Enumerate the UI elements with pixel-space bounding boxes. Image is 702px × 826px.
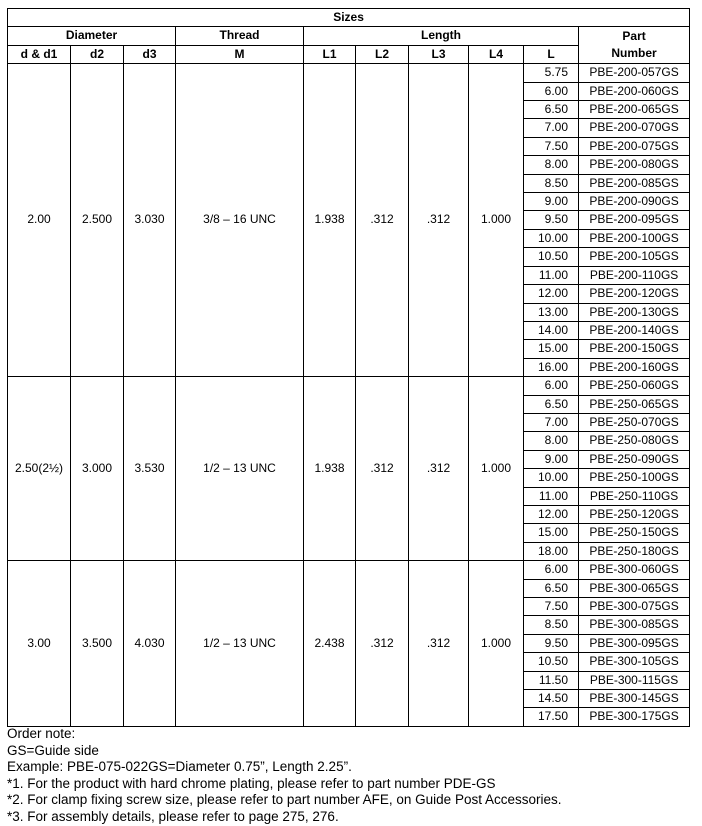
- thread-cell: 3/8 – 16 UNC: [176, 64, 304, 377]
- length-l-cell: 6.00: [524, 377, 579, 395]
- diameter-d-cell: 2.00: [8, 64, 71, 377]
- part-number-cell: PBE-200-110GS: [579, 266, 690, 284]
- header-d2: d2: [71, 45, 124, 63]
- header-l4: L4: [469, 45, 524, 63]
- length-l-cell: 10.50: [524, 248, 579, 266]
- length-l3-cell: .312: [409, 561, 469, 727]
- length-l1-cell: 1.938: [304, 64, 356, 377]
- diameter-d3-cell: 4.030: [124, 561, 176, 727]
- part-number-cell: PBE-300-085GS: [579, 616, 690, 634]
- length-l3-cell: .312: [409, 377, 469, 561]
- length-l-cell: 11.50: [524, 671, 579, 689]
- thread-cell: 1/2 – 13 UNC: [176, 561, 304, 727]
- length-l-cell: 10.00: [524, 229, 579, 247]
- header-l1: L1: [304, 45, 356, 63]
- header-d-d1: d & d1: [8, 45, 71, 63]
- length-l-cell: 6.50: [524, 101, 579, 119]
- part-number-cell: PBE-250-080GS: [579, 432, 690, 450]
- table-row: [8, 561, 690, 579]
- length-l-cell: 11.00: [524, 266, 579, 284]
- diameter-d3-cell: 3.530: [124, 377, 176, 561]
- part-number-cell: PBE-300-060GS: [579, 561, 690, 579]
- part-number-cell: PBE-200-075GS: [579, 137, 690, 155]
- diameter-d2-cell: 3.500: [71, 561, 124, 727]
- length-l-cell: 18.00: [524, 542, 579, 560]
- note-line: *1. For the product with hard chrome plating, please refer to part number PDE-GS: [7, 775, 496, 791]
- length-l4-cell: 1.000: [469, 64, 524, 377]
- length-l-cell: 14.50: [524, 690, 579, 708]
- part-number-cell: PBE-200-150GS: [579, 340, 690, 358]
- part-number-cell: PBE-200-105GS: [579, 248, 690, 266]
- part-number-cell: PBE-200-160GS: [579, 358, 690, 376]
- length-l-cell: 12.00: [524, 505, 579, 523]
- part-number-cell: PBE-250-120GS: [579, 505, 690, 523]
- part-number-cell: PBE-250-090GS: [579, 450, 690, 468]
- diameter-d2-cell: 3.000: [71, 377, 124, 561]
- length-l-cell: 13.00: [524, 303, 579, 321]
- part-number-cell: PBE-200-060GS: [579, 82, 690, 100]
- note-line: Example: PBE-075-022GS=Diameter 0.75”, Length 2.25”.: [7, 759, 352, 775]
- header-thread: Thread: [176, 27, 304, 45]
- header-diameter: Diameter: [8, 27, 176, 45]
- part-number-cell: PBE-200-090GS: [579, 193, 690, 211]
- length-l-cell: 9.50: [524, 211, 579, 229]
- length-l3-cell: .312: [409, 64, 469, 377]
- table-row: [8, 64, 690, 82]
- length-l-cell: 8.00: [524, 156, 579, 174]
- length-l1-cell: 1.938: [304, 377, 356, 561]
- length-l-cell: 9.00: [524, 193, 579, 211]
- part-number-cell: PBE-300-105GS: [579, 653, 690, 671]
- diameter-d-cell: 3.00: [8, 561, 71, 727]
- diameter-d2-cell: 2.500: [71, 64, 124, 377]
- length-l-cell: 7.00: [524, 119, 579, 137]
- table-title: Sizes: [8, 9, 690, 27]
- length-l2-cell: .312: [356, 377, 409, 561]
- header-length: Length: [304, 27, 579, 45]
- title-row: [8, 9, 690, 27]
- part-number-cell: PBE-300-145GS: [579, 690, 690, 708]
- part-number-cell: PBE-300-115GS: [579, 671, 690, 689]
- length-l2-cell: .312: [356, 561, 409, 727]
- header-l3: L3: [409, 45, 469, 63]
- part-number-cell: PBE-200-120GS: [579, 285, 690, 303]
- header-part-number: Part Number: [579, 27, 690, 64]
- part-number-cell: PBE-300-075GS: [579, 598, 690, 616]
- part-number-cell: PBE-250-065GS: [579, 395, 690, 413]
- length-l-cell: 9.50: [524, 634, 579, 652]
- header-d3: d3: [124, 45, 176, 63]
- part-number-cell: PBE-250-100GS: [579, 469, 690, 487]
- table-head: [8, 9, 690, 64]
- part-number-cell: PBE-200-130GS: [579, 303, 690, 321]
- thread-cell: 1/2 – 13 UNC: [176, 377, 304, 561]
- length-l-cell: 11.00: [524, 487, 579, 505]
- diameter-d-cell: 2.50(2½): [8, 377, 71, 561]
- length-l4-cell: 1.000: [469, 377, 524, 561]
- table-body: [8, 64, 690, 727]
- length-l-cell: 8.50: [524, 174, 579, 192]
- order-notes: [7, 726, 697, 826]
- length-l-cell: 10.00: [524, 469, 579, 487]
- part-number-cell: PBE-200-100GS: [579, 229, 690, 247]
- length-l-cell: 7.50: [524, 598, 579, 616]
- part-number-cell: PBE-250-110GS: [579, 487, 690, 505]
- sizes-table: [7, 8, 690, 727]
- header-m: M: [176, 45, 304, 63]
- length-l-cell: 7.00: [524, 413, 579, 431]
- length-l-cell: 6.50: [524, 579, 579, 597]
- note-heading: Order note:: [7, 726, 76, 741]
- part-number-cell: PBE-200-085GS: [579, 174, 690, 192]
- part-number-cell: PBE-250-150GS: [579, 524, 690, 542]
- length-l-cell: 5.75: [524, 64, 579, 82]
- part-number-cell: PBE-200-070GS: [579, 119, 690, 137]
- length-l-cell: 15.00: [524, 340, 579, 358]
- diameter-d3-cell: 3.030: [124, 64, 176, 377]
- length-l-cell: 12.00: [524, 285, 579, 303]
- length-l-cell: 9.00: [524, 450, 579, 468]
- length-l4-cell: 1.000: [469, 561, 524, 727]
- length-l-cell: 8.00: [524, 432, 579, 450]
- note-line: *2. For clamp fixing screw size, please refer to part number AFE, on Guide Post Accessories.: [7, 792, 562, 808]
- header-l2: L2: [356, 45, 409, 63]
- part-number-cell: PBE-200-057GS: [579, 64, 690, 82]
- part-number-cell: PBE-300-175GS: [579, 708, 690, 726]
- part-number-cell: PBE-250-060GS: [579, 377, 690, 395]
- part-number-cell: PBE-200-095GS: [579, 211, 690, 229]
- length-l-cell: 6.00: [524, 82, 579, 100]
- part-number-cell: PBE-200-080GS: [579, 156, 690, 174]
- note-line: *3. For assembly details, please refer to page 275, 276.: [7, 808, 339, 824]
- length-l-cell: 17.50: [524, 708, 579, 726]
- length-l-cell: 15.00: [524, 524, 579, 542]
- length-l-cell: 16.00: [524, 358, 579, 376]
- group-header-row: [8, 27, 690, 45]
- length-l-cell: 6.50: [524, 395, 579, 413]
- part-number-cell: PBE-200-065GS: [579, 101, 690, 119]
- length-l2-cell: .312: [356, 64, 409, 377]
- part-number-cell: PBE-300-065GS: [579, 579, 690, 597]
- header-l: L: [524, 45, 579, 63]
- part-number-cell: PBE-300-095GS: [579, 634, 690, 652]
- length-l-cell: 8.50: [524, 616, 579, 634]
- length-l-cell: 7.50: [524, 137, 579, 155]
- part-number-cell: PBE-250-070GS: [579, 413, 690, 431]
- part-number-cell: PBE-200-140GS: [579, 321, 690, 339]
- length-l-cell: 10.50: [524, 653, 579, 671]
- part-number-cell: PBE-250-180GS: [579, 542, 690, 560]
- note-line: GS=Guide side: [7, 742, 99, 758]
- length-l1-cell: 2.438: [304, 561, 356, 727]
- table-row: [8, 377, 690, 395]
- length-l-cell: 14.00: [524, 321, 579, 339]
- length-l-cell: 6.00: [524, 561, 579, 579]
